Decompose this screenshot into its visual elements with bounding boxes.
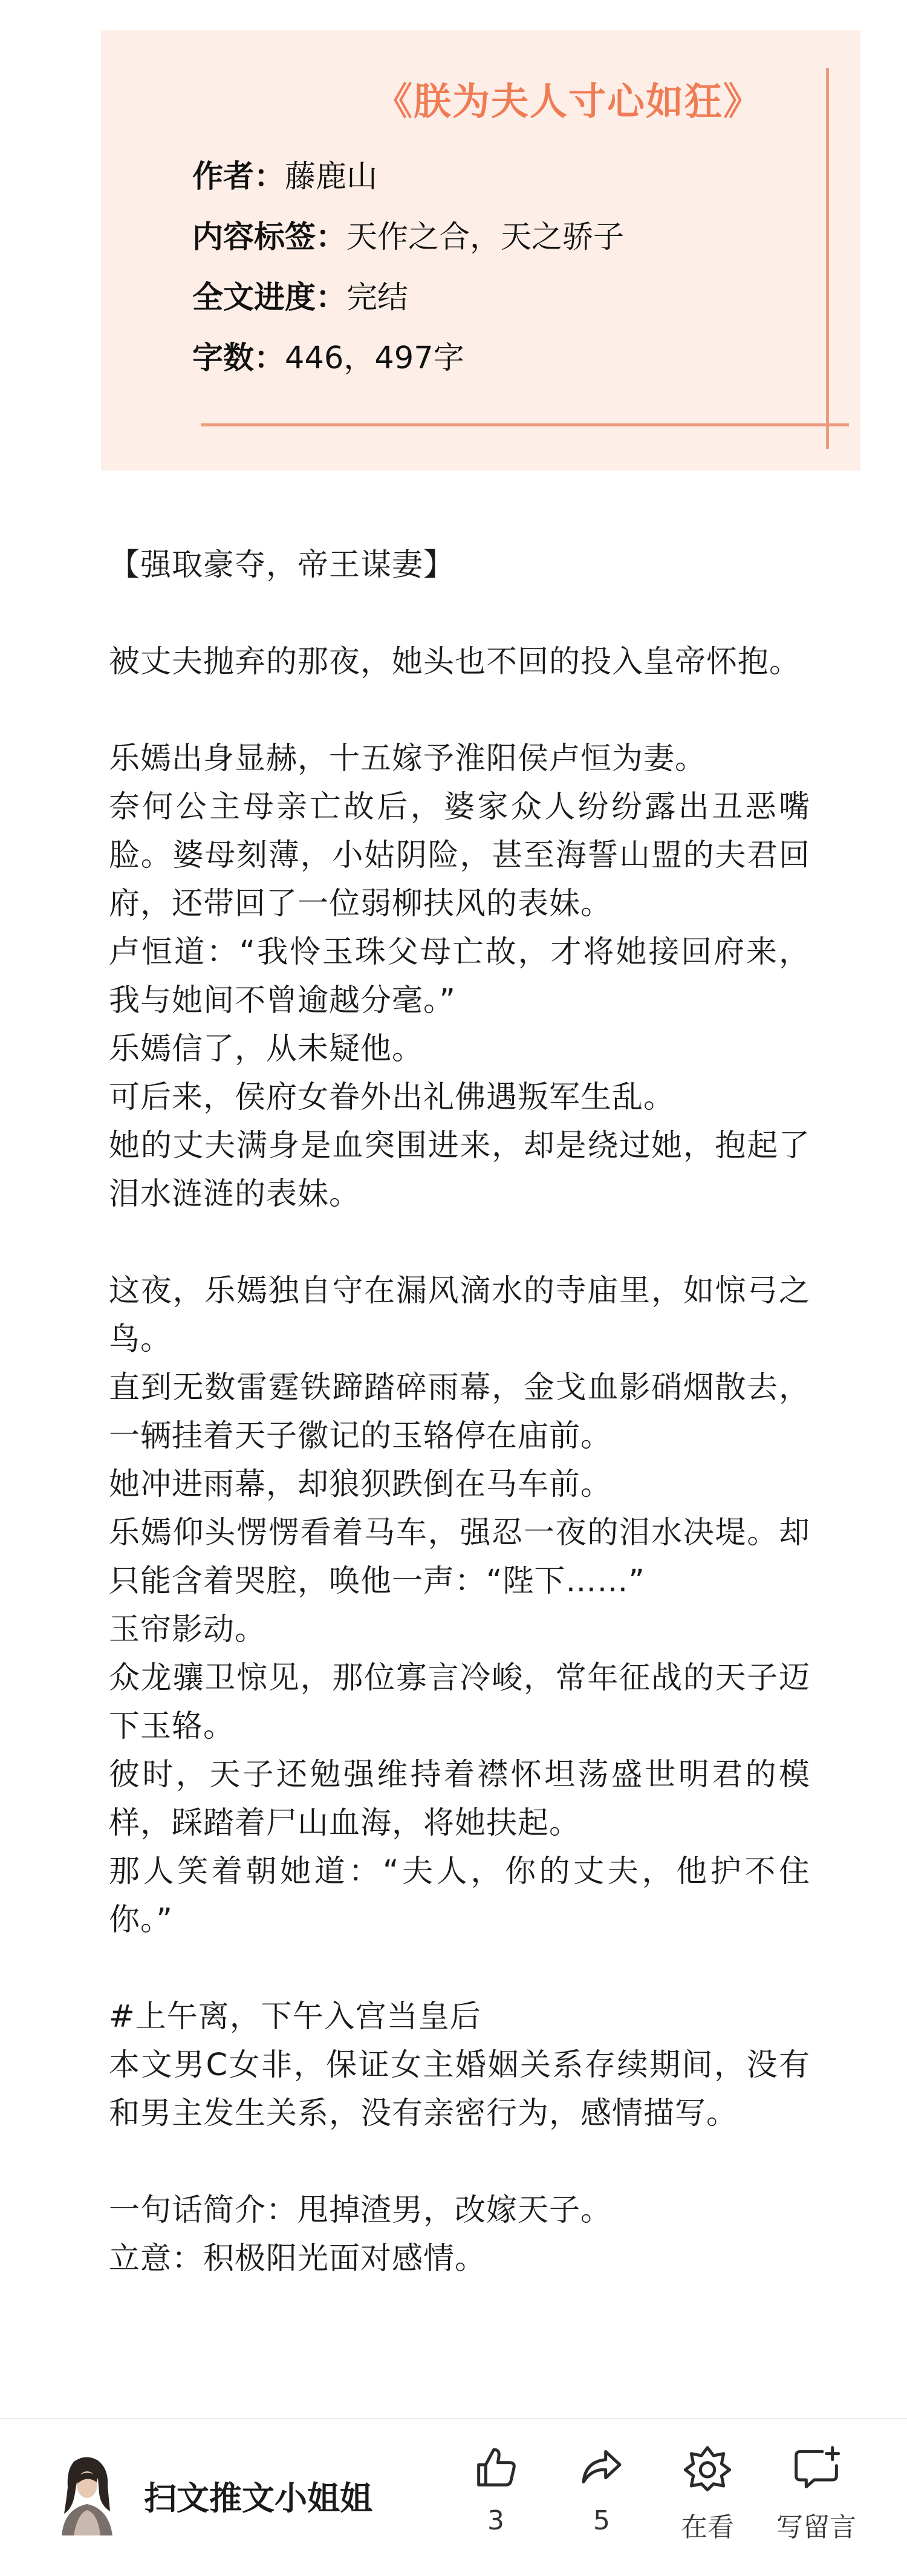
article-paragraph: 立意：积极阳光面对感情。: [109, 2241, 487, 2277]
article-paragraph: 众龙骧卫惊见，那位寡言冷峻，常年征战的天子迈下玉辂。: [109, 1660, 810, 1744]
paragraph-gap: [109, 2138, 810, 2186]
like-button[interactable]: [444, 2444, 547, 2558]
book-title: 《朕为夫人寸心如狂》: [375, 79, 762, 123]
article-paragraph: 卢恒道：“我怜玉珠父母亡故，才将她接回府来，我与她间不曾逾越分毫。”: [109, 934, 810, 1019]
account-name[interactable]: 扫文推文小姐姐: [144, 2479, 372, 2517]
watching-label: 在看: [681, 2512, 734, 2543]
author-row: [192, 156, 377, 198]
share-count: 5: [593, 2505, 610, 2536]
word-count-value: 446，497字: [285, 341, 464, 376]
author-value: 藤鹿山: [285, 159, 378, 195]
article-paragraph: 这夜，乐嫣独自守在漏风滴水的寺庙里，如惊弓之鸟。: [109, 1273, 810, 1357]
paragraph-gap: [109, 686, 810, 735]
article-paragraph: #上午离，下午入宫当皇后: [109, 1999, 481, 2035]
flower-icon: [683, 2444, 732, 2492]
article-paragraph: 彼时，天子还勉强维持着襟怀坦荡盛世明君的模样，踩踏着尸山血海，将她扶起。: [109, 1757, 810, 1841]
paragraph-gap: [109, 590, 810, 638]
article-paragraph: 玉帘影动。: [109, 1612, 267, 1648]
tags-label: 内容标签：: [192, 220, 347, 255]
author-label: 作者：: [192, 159, 285, 195]
comment-label: 写留言: [776, 2512, 856, 2543]
word-count-row: [192, 337, 464, 380]
article-paragraph: 本文男C女非，保证女主婚姻关系存续期间，没有和男主发生关系，没有亲密行为，感情描写。: [109, 2047, 810, 2131]
article-paragraph: 奈何公主母亲亡故后，婆家众人纷纷露出丑恶嘴脸。婆母刻薄，小姑阴险，甚至海誓山盟的夫君回府，还带回了一位弱柳扶风的表妹。: [109, 789, 810, 922]
progress-label: 全文进度：: [192, 280, 347, 316]
article-paragraph: 那人笑着朝她道：“夫人，你的丈夫，他护不住你。”: [109, 1854, 810, 1938]
share-arrow-icon: [577, 2444, 626, 2492]
paragraph-gap: [109, 1219, 810, 1267]
avatar-image: [50, 2451, 122, 2535]
comment-button[interactable]: [765, 2444, 868, 2558]
progress-row: [192, 277, 408, 319]
comment-add-icon: [792, 2444, 840, 2492]
progress-value: 完结: [346, 280, 409, 316]
article-paragraph: 一句话简介：甩掉渣男，改嫁天子。: [109, 2193, 613, 2228]
word-count-label: 字数：: [192, 341, 285, 376]
article-body: [109, 541, 810, 2283]
like-count: 3: [487, 2505, 504, 2536]
article-paragraph: 她冲进雨幕，却狼狈跌倒在马车前。: [109, 1467, 613, 1502]
thumbs-up-icon: [472, 2444, 520, 2492]
article-paragraph: 她的丈夫满身是血突围进来，却是绕过她，抱起了泪水涟涟的表妹。: [109, 1128, 810, 1212]
article-paragraph: 【强取豪夺，帝王谋妻】: [109, 547, 455, 583]
card-decor-vertical-line: [826, 68, 829, 449]
paragraph-gap: [109, 1945, 810, 1993]
tags-value: 天作之合，天之骄子: [346, 220, 625, 255]
tags-row: [192, 217, 624, 259]
article-paragraph: 乐嫣出身显赫，十五嫁予淮阳侯卢恒为妻。: [109, 741, 707, 777]
article-paragraph: 乐嫣仰头愣愣看着马车，强忍一夜的泪水决堤。却只能含着哭腔，唤他一声：“陛下……”: [109, 1515, 810, 1599]
bottom-action-bar: [0, 2419, 907, 2576]
article-paragraph: 乐嫣信了，从未疑他。: [109, 1031, 424, 1067]
card-decor-horizontal-line: [201, 423, 849, 426]
share-button[interactable]: [550, 2444, 653, 2558]
watching-button[interactable]: [656, 2444, 759, 2558]
article-paragraph: 直到无数雷霆铁蹄踏碎雨幕，金戈血影硝烟散去，一辆挂着天子徽记的玉辂停在庙前。: [109, 1370, 810, 1454]
article-paragraph: 可后来，侯府女眷外出礼佛遇叛军生乱。: [109, 1080, 675, 1115]
account-avatar[interactable]: [50, 2451, 122, 2535]
article-paragraph: 被丈夫抛弃的那夜，她头也不回的投入皇帝怀抱。: [109, 644, 801, 680]
